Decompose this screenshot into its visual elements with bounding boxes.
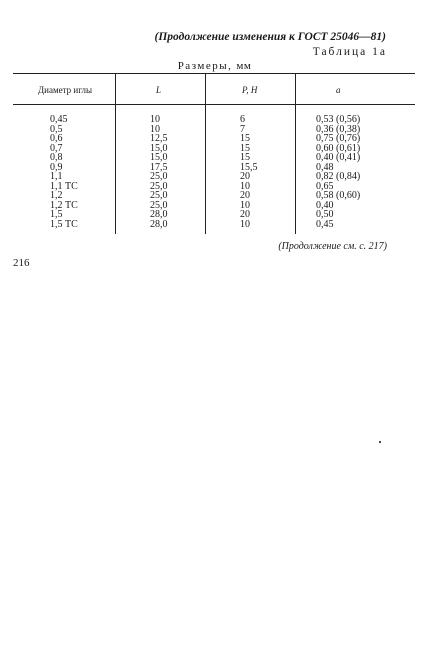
table-cell: 6: [240, 114, 245, 125]
column-needle-diameter: [50, 115, 78, 229]
column-divider-1: [115, 74, 116, 234]
table-cell: 0,53 (0,56): [316, 114, 361, 125]
table-cell: 15: [240, 142, 250, 154]
column-divider-2: [205, 74, 206, 234]
table-cell: 0,36 (0,38): [316, 123, 361, 135]
table-cell: 28,0: [150, 209, 168, 220]
table-cell: 0,75 (0,76): [316, 133, 361, 144]
table-cell: 12,5: [150, 133, 168, 144]
table-cell: 10: [240, 180, 250, 192]
table-cell: 15: [240, 133, 250, 144]
table-header-rule: [13, 104, 415, 105]
page-number: 216: [13, 257, 30, 269]
continuation-note-footer: (Продолжение см. с. 217): [278, 241, 387, 252]
table-cell: 15: [240, 152, 250, 163]
table-cell: 1,1: [50, 171, 63, 182]
table-cell: 0,5: [50, 123, 63, 135]
table-cell: 0,82 (0,84): [316, 171, 361, 182]
table-cell: 20: [240, 209, 250, 220]
table-cell: 0,60 (0,61): [316, 142, 361, 154]
table-cell: 1,5: [50, 209, 63, 220]
table-cell: 0,7: [50, 142, 63, 154]
table-cell: 15,0: [150, 152, 168, 163]
table-cell: 0,8: [50, 152, 63, 163]
table-cell: 0,45: [316, 218, 334, 230]
table-cell: 10: [150, 123, 160, 135]
table-cell: 7: [240, 123, 245, 135]
table-cell: 1,2 ТС: [50, 199, 78, 211]
table-cell: 1,1 ТС: [50, 180, 78, 192]
table-cell: 28,0: [150, 218, 168, 230]
units-caption: [0, 60, 429, 72]
column-length: [150, 115, 168, 229]
units-value: мм: [236, 60, 252, 72]
table-number: Таблица 1а: [312, 46, 387, 58]
table-cell: 25,0: [150, 199, 168, 211]
table-cell: 0,45: [50, 114, 68, 125]
table-cell: 10: [240, 199, 250, 211]
table-cell: 1,5 ТС: [50, 218, 78, 230]
column-header-length: L: [156, 85, 162, 95]
units-label: Размеры,: [177, 60, 233, 72]
table-cell: 17,5: [150, 161, 168, 173]
table-cell: 25,0: [150, 190, 168, 201]
table-cell: 0,40: [316, 199, 334, 211]
column-a: [316, 115, 360, 229]
table-cell: 25,0: [150, 180, 168, 192]
table-cell: 20: [240, 190, 250, 201]
column-divider-3: [295, 74, 296, 234]
column-header-needle-diameter: Диаметр иглы: [38, 85, 93, 95]
table-cell: 10: [150, 114, 160, 125]
table-cell: 0,40 (0,41): [316, 152, 361, 163]
column-force: [240, 115, 258, 229]
table-cell: 10: [240, 218, 250, 230]
column-header-force: P, H: [242, 85, 258, 95]
table-cell: 0,65: [316, 180, 334, 192]
table-cell: 15,0: [150, 142, 168, 154]
table-top-rule: [13, 73, 415, 74]
table-cell: 0,6: [50, 133, 63, 144]
table-cell: 15,5: [240, 161, 258, 173]
table-cell: 0,50: [316, 209, 334, 220]
continuation-note-header: (Продолжение изменения к ГОСТ 25046—81): [154, 31, 386, 43]
scan-speck: [379, 441, 381, 443]
table-cell: 20: [240, 171, 250, 182]
table-cell: 1,2: [50, 190, 63, 201]
table-cell: 0,48: [316, 161, 334, 173]
table-cell: 25,0: [150, 171, 168, 182]
table-cell: 0,58 (0,60): [316, 190, 361, 201]
table-cell: 0,9: [50, 161, 63, 173]
column-header-a: a: [336, 85, 341, 95]
